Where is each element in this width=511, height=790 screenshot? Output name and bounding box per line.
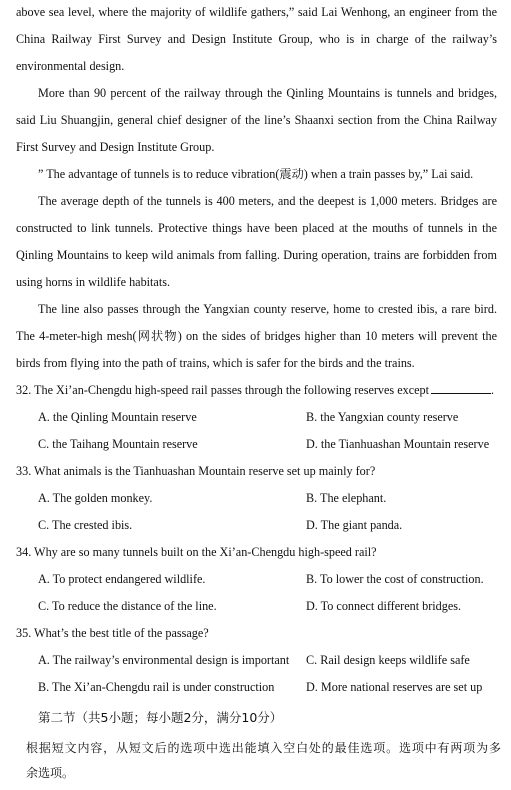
passage-line: More than 90 percent of the railway through the Qinling Mountains is tunnels and bridges, [38, 86, 497, 100]
passage-line: above sea level, where the majority of wildlife gathers,” said Lai Wenhong, an engineer from the [16, 5, 497, 19]
question-stem-text: 32. The Xi’an-Chengdu high-speed rail passes through the following reserves except [16, 383, 430, 397]
section-instruction: 根据短文内容，从短文后的选项中选出能填入空白处的最佳选项。选项中有两项为多 [26, 741, 501, 755]
question-33-option-d: D. The giant panda. [306, 518, 403, 532]
passage-line: using horns in wildlife habitats. [16, 275, 171, 289]
question-32-stem [16, 380, 497, 407]
question-33-option-b: B. The elephant. [306, 491, 387, 505]
question-35-stem: 35. What’s the best title of the passage? [16, 626, 209, 640]
passage-line: First Survey and Design Institute Group. [16, 140, 215, 154]
passage-line: China Railway First Survey and Design Institute Group, who is in charge of the railway’s [16, 32, 497, 46]
stem-end: . [491, 383, 495, 397]
passage-line: Qinling Mountains to keep wild animals from falling. During operation, trains are forbidden from [16, 248, 497, 262]
answer-blank [431, 381, 491, 394]
passage-line: The average depth of the tunnels is 400 meters, and the deepest is 1,000 meters. Bridges are [38, 194, 497, 208]
question-33-option-c: C. The crested ibis. [38, 518, 133, 532]
passage-line: The line also passes through the Yangxian county reserve, home to crested ibis, a rare bird. [38, 302, 497, 316]
question-35-option-d: D. More national reserves are set up [306, 680, 483, 694]
section-heading: 第二节（共5小题；每小题2分，满分10分） [38, 710, 283, 725]
question-32-option-c: C. the Taihang Mountain reserve [38, 437, 198, 451]
passage-line: The 4-meter-high mesh(网状物) on the sides of bridges higher than 10 meters will prevent the [16, 329, 497, 343]
question-34-option-c: C. To reduce the distance of the line. [38, 599, 217, 613]
question-35-option-c: C. Rail design keeps wildlife safe [306, 653, 470, 667]
passage-line: constructed to link tunnels. Protective things have been placed at the mouths of tunnels in the [16, 221, 497, 235]
passage-line: birds from flying into the path of trains, which is safer for the birds and the trains. [16, 356, 415, 370]
passage-line: ” The advantage of tunnels is to reduce vibration(震动) when a train passes by,” Lai said. [38, 167, 474, 181]
passage-line: said Liu Shuangjin, general chief designer of the line’s Shaanxi section from the China Railway [16, 113, 497, 127]
question-34-stem: 34. Why are so many tunnels built on the Xi’an-Chengdu high-speed rail? [16, 545, 377, 559]
question-32-option-a: A. the Qinling Mountain reserve [38, 410, 197, 424]
question-34-option-a: A. To protect endangered wildlife. [38, 572, 206, 586]
question-35-option-b: B. The Xi’an-Chengdu rail is under construction [38, 680, 275, 694]
question-33-option-a: A. The golden monkey. [38, 491, 153, 505]
question-32-option-d: D. the Tianhuashan Mountain reserve [306, 437, 490, 451]
passage-line: environmental design. [16, 59, 125, 73]
question-34-option-b: B. To lower the cost of construction. [306, 572, 484, 586]
section-instruction-cont: 余选项。 [26, 766, 75, 780]
question-33-stem: 33. What animals is the Tianhuashan Mountain reserve set up mainly for? [16, 464, 376, 478]
question-32-option-b: B. the Yangxian county reserve [306, 410, 459, 424]
question-35-option-a: A. The railway’s environmental design is important [38, 653, 290, 667]
question-34-option-d: D. To connect different bridges. [306, 599, 462, 613]
